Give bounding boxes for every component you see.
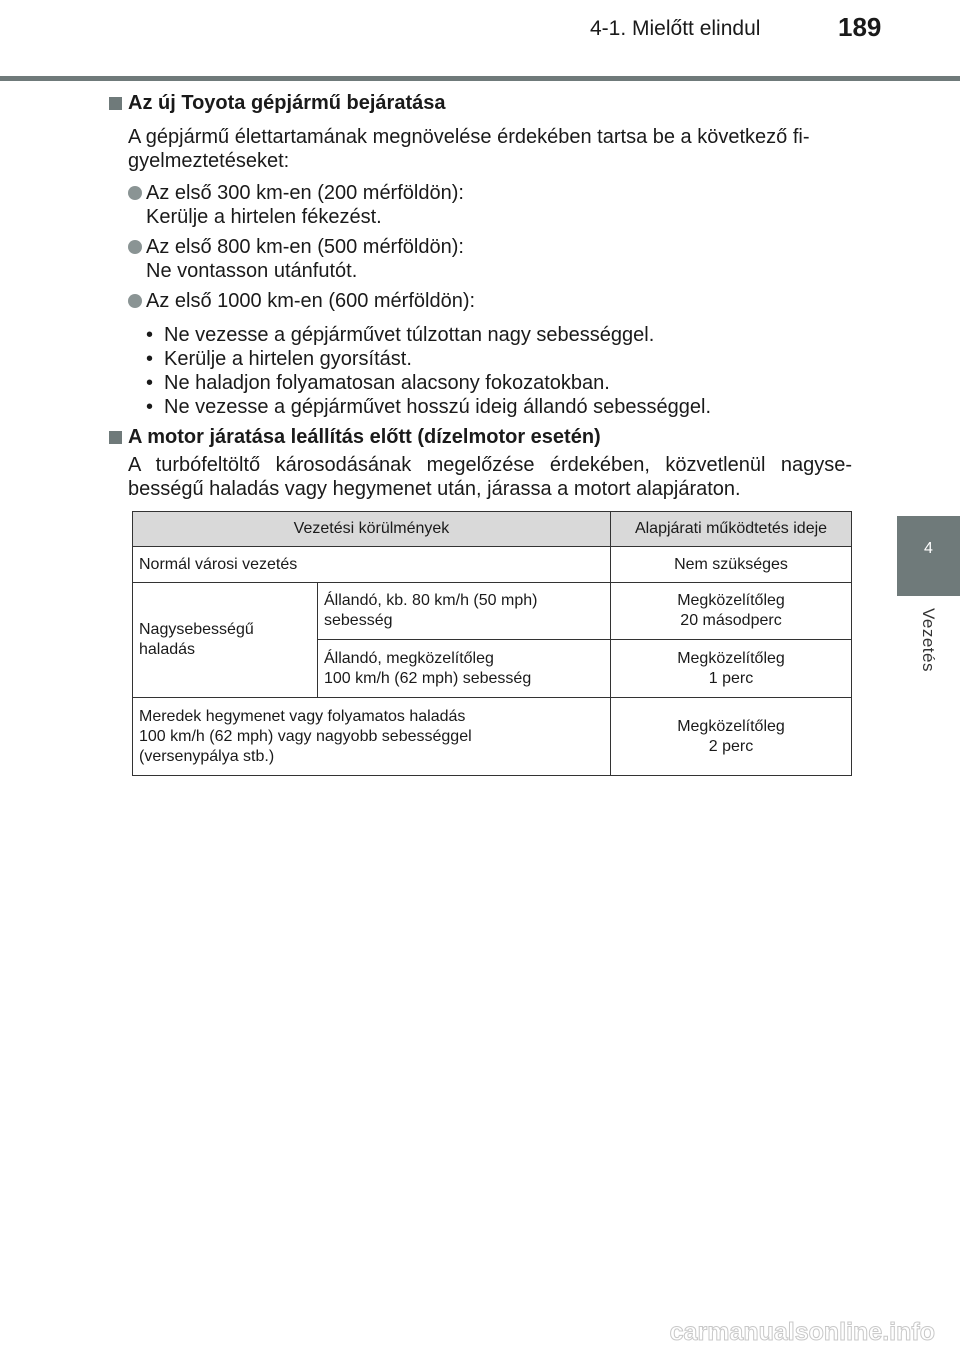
time-line: 20 másodperc [680,612,782,629]
time-line: 1 perc [708,669,754,687]
bullet-dot-icon [128,186,142,200]
condition-line: 100 km/h (62 mph) sebesség [324,669,532,687]
header-idle-time: Alapjárati működtetés ideje [611,512,852,547]
chapter-label: Vezetés [919,608,938,672]
condition-line: (versenypálya stb.) [139,747,275,765]
chapter-number: 4 [924,540,933,557]
time-cell [611,583,852,640]
idle-time-table [132,511,852,776]
time-line: 2 perc [708,737,754,755]
table-row [133,547,852,583]
sub-bullet-icon: • [146,348,154,370]
time-line: Megközelítőleg [677,592,785,609]
table-row [133,583,852,640]
table-header-row [133,512,852,547]
section1-intro-line2: gyelmeztetéseket: [128,150,290,172]
highspeed-label-line1: Nagysebességű [139,621,254,638]
time-line: Megközelítőleg [677,717,785,735]
sub-bullet-icon: • [146,372,154,394]
section-title: 4-1. Mielőtt elindul [590,17,761,40]
header-divider [0,76,960,81]
time-line: Megközelítőleg [677,649,785,667]
table-row [133,698,852,776]
highspeed-label-line2: haladás [139,641,196,658]
subitem-2: Kerülje a hirtelen gyorsítást. [164,348,412,370]
item-300-line2: Kerülje a hirtelen fékezést. [146,206,382,228]
page-number: 189 [838,12,882,42]
section1-intro-line1: A gépjármű élettartamának megnövelése érdekében tartsa be a következő fi- [128,126,810,148]
time-cell [611,698,852,776]
condition-line: 100 km/h (62 mph) vagy nagyobb sebességgel [139,727,472,745]
subitem-4: Ne vezesse a gépjárművet hosszú ideig állandó sebességgel. [164,396,712,418]
item-800-line2: Ne vontasson utánfutót. [146,260,358,282]
subitem-1: Ne vezesse a gépjárművet túlzottan nagy sebességgel. [164,324,655,346]
condition-cell [133,698,611,776]
highspeed-label-cell [133,583,318,698]
condition-line: sebesség [324,612,393,629]
section-marker-icon [109,97,122,110]
bullet-dot-icon [128,294,142,308]
section2-para-line1: A turbófeltöltő károsodásának megelőzése érdekében, közvetlenül nagyse- [128,454,852,476]
condition-line: Állandó, megközelítőleg [324,649,494,667]
section1-title: Az új Toyota gépjármű bejáratása [128,92,446,114]
svg-text:carmanualsonline.info: carmanualsonline.info [669,1318,935,1346]
condition-line: Meredek hegymenet vagy folyamatos haladás [139,707,466,725]
item-300-line1: Az első 300 km-en (200 mérföldön): [146,182,464,204]
sub-bullet-icon: • [146,396,154,418]
subitem-3: Ne haladjon folyamatosan alacsony fokozatokban. [164,372,610,394]
section2-title: A motor járatása leállítás előtt (dízelmotor esetén) [128,426,601,448]
sub-bullet-icon: • [146,324,154,346]
time-cell [611,640,852,698]
watermark-logo [600,1310,940,1350]
section-marker-icon [109,431,122,444]
condition-cell [318,583,611,640]
condition-line: Állandó, kb. 80 km/h (50 mph) [324,592,538,609]
item-800-line1: Az első 800 km-en (500 mérföldön): [146,236,464,258]
time-cell: Nem szükséges [611,547,852,583]
header-conditions: Vezetési körülmények [133,512,611,547]
condition-cell [318,640,611,698]
condition-cell: Normál városi vezetés [133,547,611,583]
item-1000-line1: Az első 1000 km-en (600 mérföldön): [146,290,476,312]
section2-para-line2: bességű haladás vagy hegymenet után, járassa a motort alapjáraton. [128,478,741,500]
bullet-dot-icon [128,240,142,254]
